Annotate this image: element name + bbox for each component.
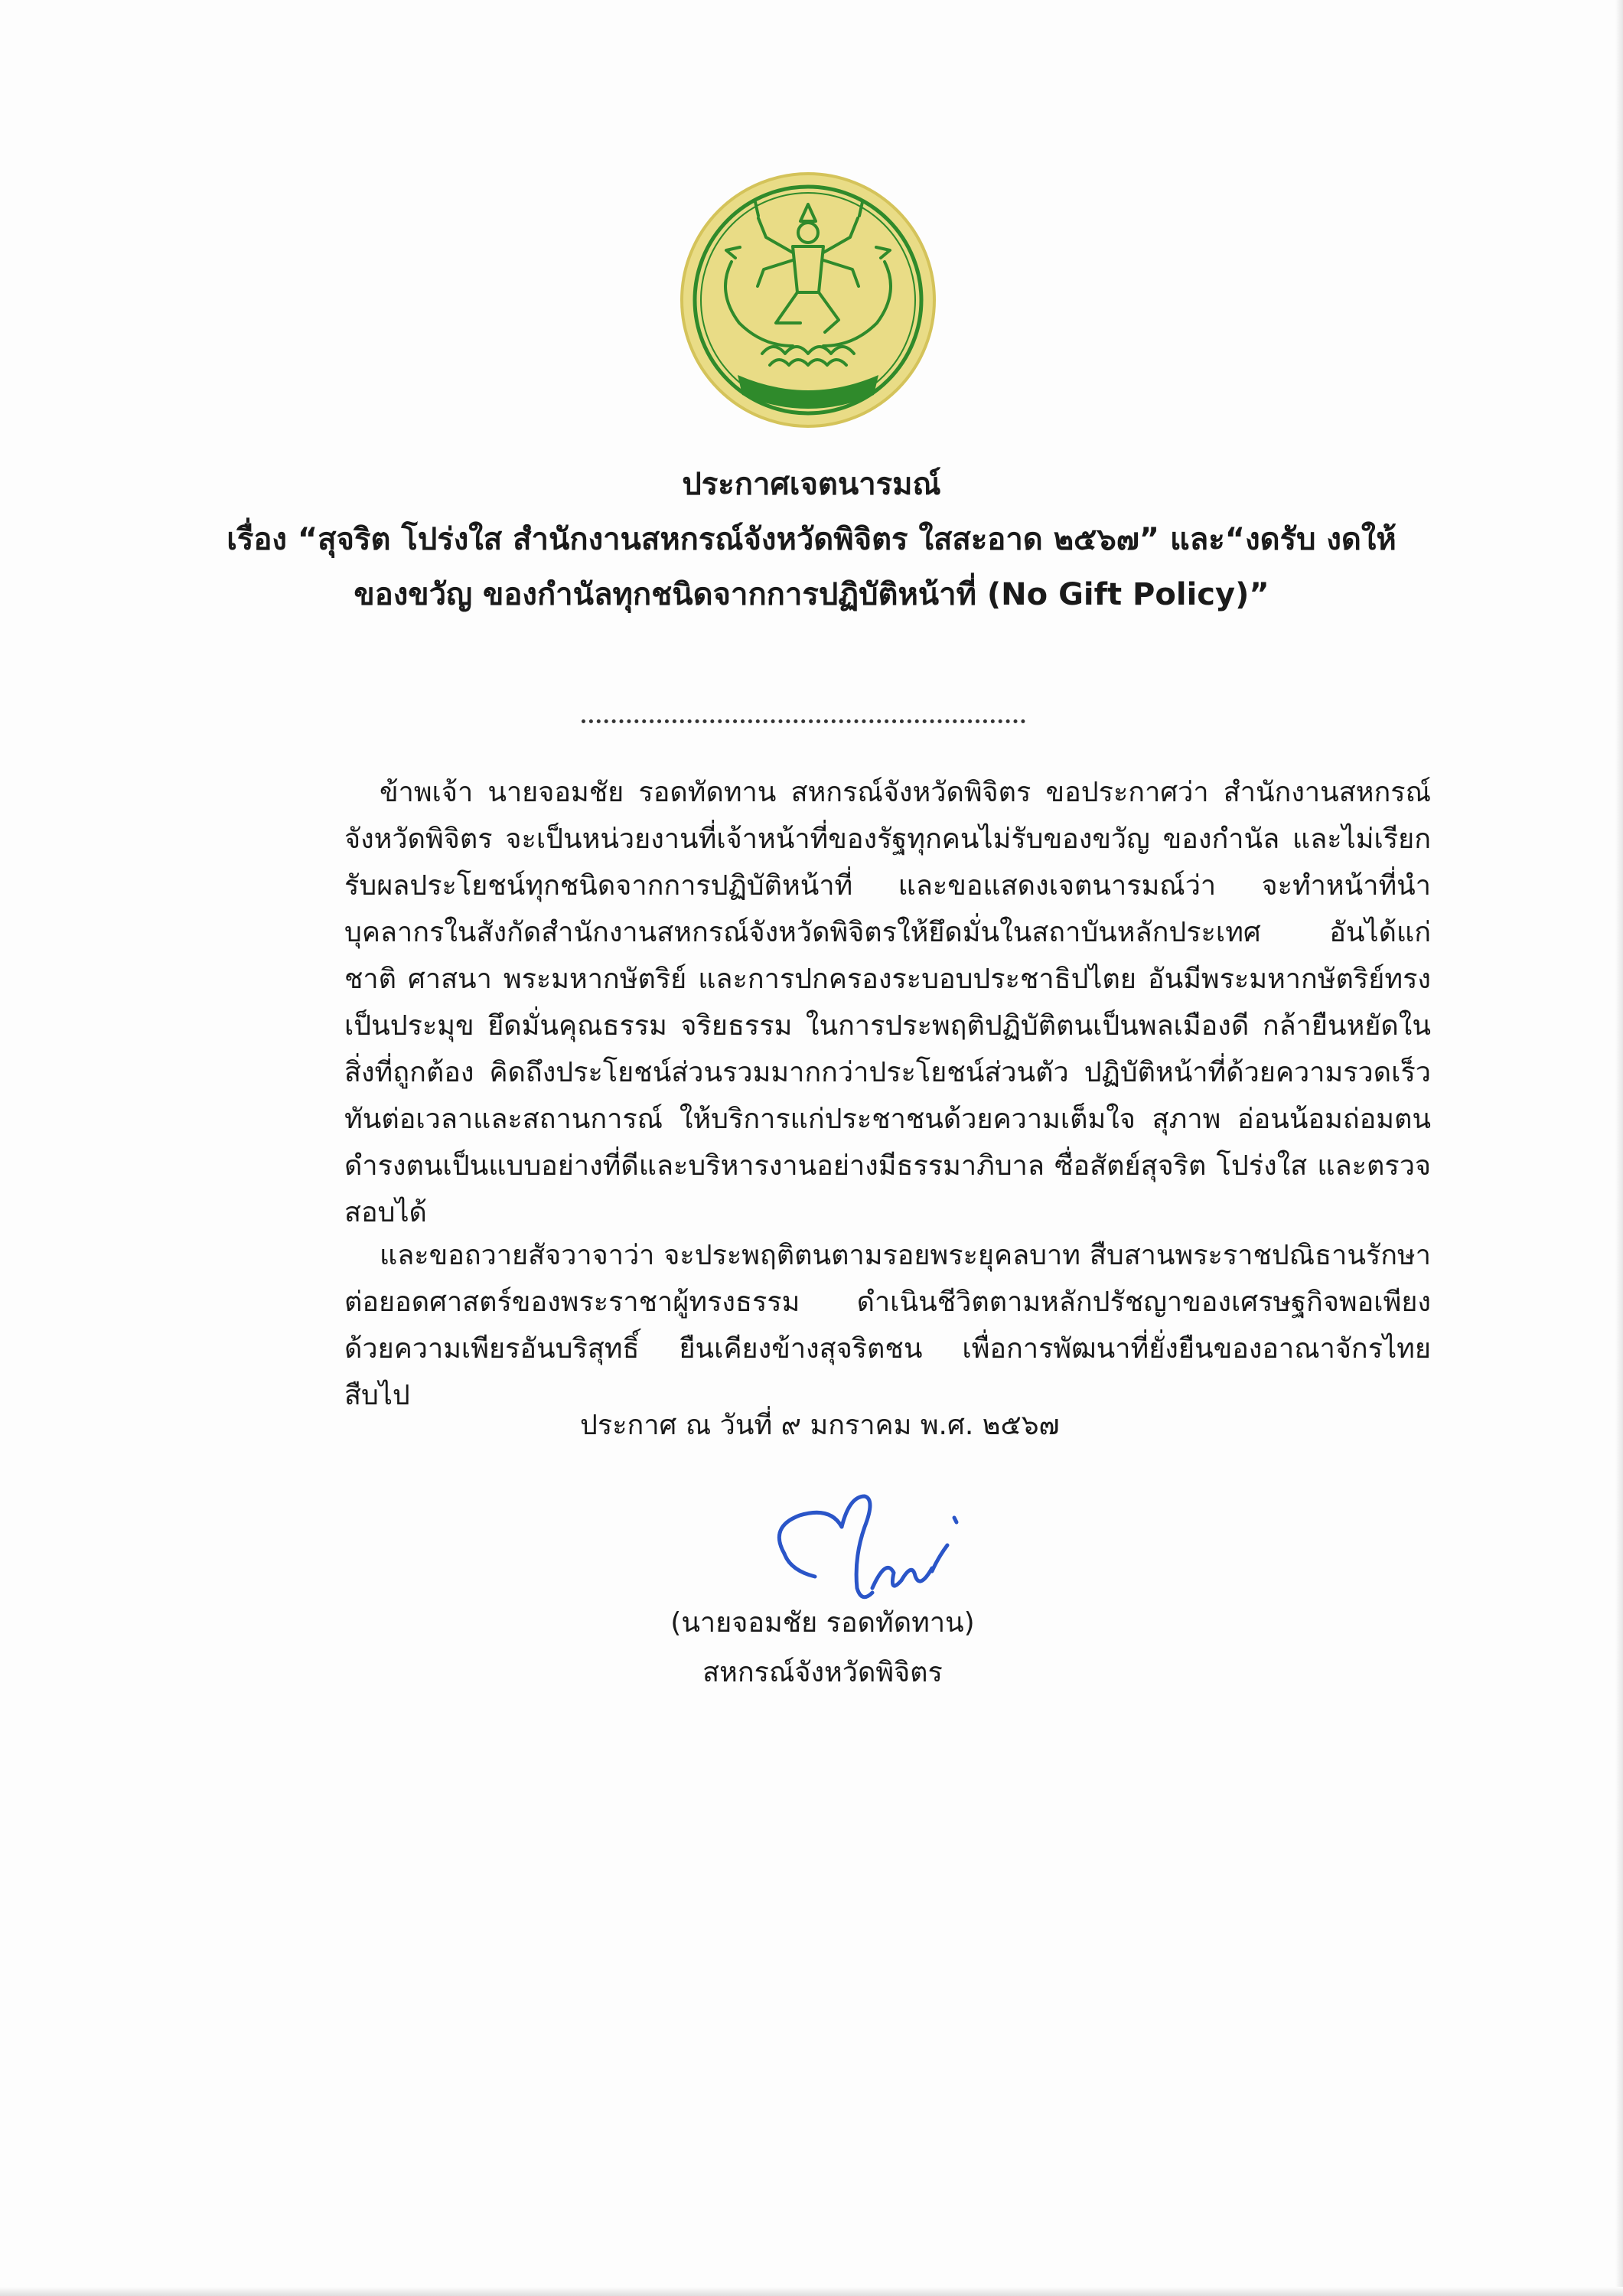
scan-edge (0, 2287, 1623, 2296)
handwritten-signature-icon (754, 1481, 976, 1611)
announcement-title: ประกาศเจตนารมณ์ (682, 467, 941, 502)
scan-edge (1615, 0, 1623, 2296)
announcement-subject-line: ของขวัญ ของกำนัลทุกชนิดจากการปฏิบัติหน้าที่ (No Gift Policy)” (354, 577, 1269, 612)
department-seal-icon (678, 170, 938, 430)
dotted-divider (582, 696, 1025, 723)
body-paragraph: ข้าพเจ้า นายจอมชัย รอดทัดทาน สหกรณ์จังหวัดพิจิตร ขอประกาศว่า สำนักงานสหกรณ์จังหวัดพิจิตร จะเป็นหน่วยงานที่เจ้าหน้าที่ของรัฐทุกคนไม่รับของขวัญ ของกำนัล และไม่เรียกรับผลประโยชน์ทุกชนิดจากการปฏิบัติหน้าที่ และขอแสดงเจตนารมณ์ว่า จะทำหน้าที่นำบุคลากรในสังกัดสำนักงานสหกรณ์จังหวัดพิจิตรให้ยึดมั่นในสถาบันหลักประเทศ อันได้แก่ ชาติ ศาสนา พระมหากษัตริย์ และการปกครองระบอบประชาธิปไตย อันมีพระมหากษัตริย์ทรงเป็นประมุข ยึดมั่นคุณธรรม จริยธรรม ในการประพฤติปฏิบัติตนเป็นพลเมืองดี กล้ายืนหยัดในสิ่งที่ถูกต้อง คิดถึงประโยชน์ส่วนรวมมากกว่าประโยชน์ส่วนตัว ปฏิบัติหน้าที่ด้วยความรวดเร็ว ทันต่อเวลาและสถานการณ์ ให้บริการแก่ประชาชนด้วยความเต็มใจ สุภาพ อ่อนน้อมถ่อมตน ดำรงตนเป็นแบบอย่างที่ดีและบริหารงานอย่างมีธรรมาภิบาล ซื่อสัตย์สุจริต โปร่งใส และตรวจสอบได้ (344, 777, 1431, 1228)
announcement-subject-line: เรื่อง “สุจริต โปร่งใส สำนักงานสหกรณ์จังหวัดพิจิตร ใสสะอาด ๒๕๖๗” และ“งดรับ งดให้ (227, 522, 1396, 557)
signatory-title: สหกรณ์จังหวัดพิจิตร (702, 1657, 943, 1688)
body-paragraph: และขอถวายสัจวาจาว่า จะประพฤติตนตามรอยพระยุคลบาท สืบสานพระราชปณิธานรักษาต่อยอดศาสตร์ของพระราชาผู้ทรงธรรม ดำเนินชีวิตตามหลักปรัชญาของเศรษฐกิจพอเพียง ด้วยความเพียรอันบริสุทธิ์ ยืนเคียงข้างสุจริตชน เพื่อการพัฒนาที่ยั่งยืนของอาณาจักรไทยสืบไป (344, 1240, 1431, 1411)
announcement-date: ประกาศ ณ วันที่ ๙ มกราคม พ.ศ. ๒๕๖๗ (580, 1410, 1060, 1441)
signatory-name: (นายจอมชัย รอดทัดทาน) (670, 1607, 975, 1639)
